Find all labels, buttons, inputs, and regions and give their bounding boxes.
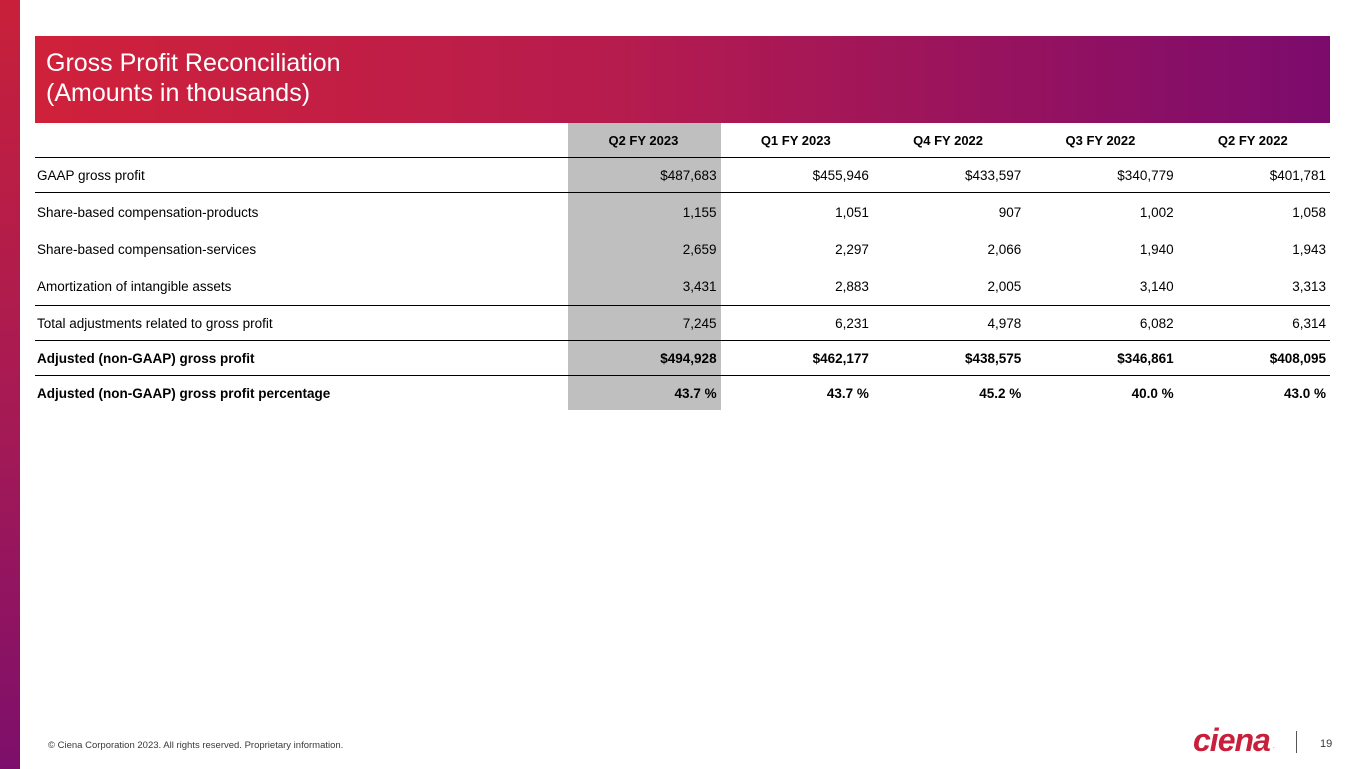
table-cell: 6,231 <box>721 306 873 341</box>
table-cell: 3,431 <box>568 267 720 306</box>
table-cell: 2,066 <box>987 241 1022 257</box>
table-row <box>35 267 1330 306</box>
table-cell: $487,683 <box>568 158 720 193</box>
column-header: Q2 FY 2022 <box>1178 123 1330 158</box>
table-row <box>35 341 1330 376</box>
table-cell: 1,002 <box>1139 204 1174 220</box>
table-row <box>35 193 1330 232</box>
title-banner <box>35 36 1330 123</box>
table-row <box>35 158 1330 193</box>
table-cell: 1,051 <box>835 204 869 220</box>
table-cell: 1,155 <box>568 193 720 232</box>
table-cell: 2,005 <box>873 267 1025 306</box>
table-cell: 43.0 % <box>1283 385 1326 401</box>
row-label: Adjusted (non-GAAP) gross profit <box>35 341 568 376</box>
table-cell: 1,940 <box>1139 241 1174 257</box>
table-row <box>35 231 1330 267</box>
table-cell: 45.2 % <box>979 385 1022 401</box>
table-cell: 7,245 <box>568 306 720 341</box>
table-cell: 6,082 <box>1025 306 1177 341</box>
table-cell: 907 <box>998 204 1022 220</box>
table-cell: $494,928 <box>568 341 720 376</box>
table-row <box>35 306 1330 341</box>
table-header-row <box>35 123 1330 158</box>
table-cell: $340,779 <box>1025 158 1177 193</box>
table-cell: 43.7 % <box>826 385 869 401</box>
table-cell: $438,575 <box>873 341 1025 376</box>
table-cell: 40.0 % <box>1131 385 1174 401</box>
gross-profit-table <box>35 123 1330 410</box>
column-header: Q3 FY 2022 <box>1025 123 1177 158</box>
table-row <box>35 376 1330 411</box>
table-cell: 1,058 <box>1292 204 1326 220</box>
page-title: Gross Profit Reconciliation <box>46 49 341 77</box>
table-cell: 2,883 <box>721 267 873 306</box>
footer-divider <box>1296 731 1297 753</box>
table-cell: 2,297 <box>835 241 869 257</box>
column-header: Q2 FY 2023 <box>568 123 720 158</box>
table-cell: 1,943 <box>1292 241 1326 257</box>
row-label: Share-based compensation-services <box>37 241 257 257</box>
row-label: GAAP gross profit <box>35 158 568 193</box>
row-label: Adjusted (non-GAAP) gross profit percentage <box>37 385 331 401</box>
table-cell: $408,095 <box>1178 341 1330 376</box>
table-cell: $462,177 <box>721 341 873 376</box>
row-label: Total adjustments related to gross profit <box>35 306 568 341</box>
table-cell: $433,597 <box>873 158 1025 193</box>
table-cell: 3,313 <box>1178 267 1330 306</box>
table-cell: $401,781 <box>1178 158 1330 193</box>
table-cell: 2,659 <box>568 231 720 267</box>
copyright-notice: © Ciena Corporation 2023. All rights reserved. Proprietary information. <box>48 740 344 751</box>
table-cell: $455,946 <box>721 158 873 193</box>
logo-mark: . <box>1273 744 1275 750</box>
column-header: Q4 FY 2022 <box>873 123 1025 158</box>
table-cell: 4,978 <box>873 306 1025 341</box>
left-accent-bar <box>0 0 20 769</box>
row-label: Share-based compensation-products <box>37 204 259 220</box>
ciena-logo: ciena <box>1193 722 1270 758</box>
table-cell: 6,314 <box>1178 306 1330 341</box>
page-number: 19 <box>1320 738 1333 750</box>
page-subtitle: (Amounts in thousands) <box>46 79 311 107</box>
table-cell: $346,861 <box>1025 341 1177 376</box>
table-cell: 43.7 % <box>568 376 720 411</box>
column-header: Q1 FY 2023 <box>721 123 873 158</box>
table-cell: 3,140 <box>1025 267 1177 306</box>
header-label-cell <box>35 123 568 158</box>
row-label: Amortization of intangible assets <box>35 267 568 306</box>
